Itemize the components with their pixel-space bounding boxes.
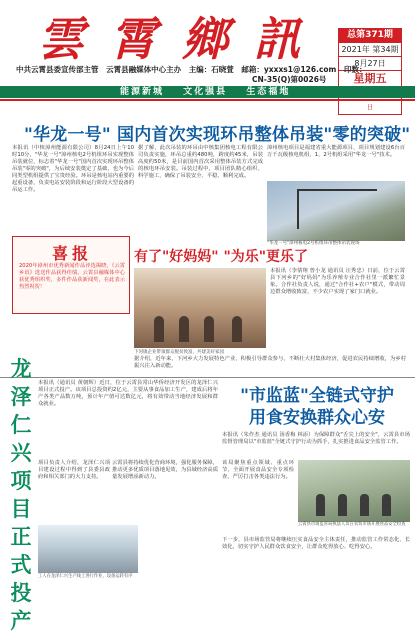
article-column: 下一步，县市场监管局将继续压实食品安全主体责任，推动监管工作常态化、长效化，切实守护人民群众饮食安全，让群众吃得放心、吃得安心。 [222, 537, 410, 550]
article-column: 本报讯（通讯员 黄朝辉）近日，位于云霄县常山华侨经济开发区的龙泽仁兴项目正式投产。该项目总投资约2亿元，主要从事食品加工生产，建成后将年产各类产品数万吨，预计年产值可达数亿元，将有效带动当地经济发展和群众就业。 [38, 380, 218, 407]
person-figure [338, 494, 347, 516]
announcement-box [12, 236, 130, 314]
issue-date: 8月27日 [339, 57, 401, 71]
crane-shape [297, 189, 377, 229]
photo-caption: 下河镇企业带领群众脱贫致富，共建美好家园 [134, 350, 224, 355]
email: 邮箱：yxxxs1@126.com [241, 65, 337, 74]
section-divider [0, 377, 415, 378]
photo-caption: 云霄县市场监管局执法人员在农贸市场开展食品安全检查 [298, 522, 406, 527]
newspaper-logo: 雲霄鄉訊 [38, 12, 326, 66]
headline-hualong[interactable]: "华龙一号" 国内首次实现环吊整体吊装"零的突破" [24, 125, 411, 145]
headline-line-1: "市监蓝"全链式守护 [240, 386, 394, 406]
print-count: 印数： [344, 65, 367, 74]
headline-good-mom[interactable]: 有了"好妈妈" "为乐"更乐了 [134, 249, 309, 265]
person-figure [360, 494, 369, 516]
article-column: 本报讯（李倩翔 曾小龙 通讯员 汪秀忠）日前，位于云霄县下河乡的"好妈妈"为乐养殖专业合作社里一派繁忙景象。合作社负责人说，通过"合作社+农户"模式，带动周边群众增收致富，不少农户实现了家门口就业。 [270, 268, 405, 295]
photo-caption: "华龙一号"漳州核电2号机组环吊整体吊装现场 [267, 241, 360, 246]
article-column: 本报讯（朱作杰 通讯员 汤香梅 林添）为保障群众"舌尖上的安全"，云霄县市场监督管理局以"市监蓝"全链式守护行动为抓手，扎实推进食品安全监管工作。 [222, 432, 410, 445]
person-figure [382, 494, 391, 516]
photo-production-line [38, 525, 138, 573]
host: 云霄县融媒体中心主办 [106, 65, 182, 74]
slogan-bar [0, 86, 415, 98]
article-column: 据了解，此次吊装的环吊由中核集团核电工程有限公司负责实施，环吊总重约480吨，跨度约45米，吊装高度约50米，是目前国内首次采用整体吊装方式完成的核电环吊安装。吊装过程中，项目团队精心组织、科学施工，确保了吊装安全、平稳、顺利完成。 [138, 145, 263, 179]
vertical-headline[interactable]: 龙泽仁兴项目正式投产 [10, 357, 32, 633]
article-column: 据介绍，近年来，下河乡大力发展特色产业，积极引导群众参与，不断壮大村集体经济，促进农民持续增收，为乡村振兴注入新动能。 [134, 356, 406, 369]
editor: 主编：石晓萱 [188, 65, 234, 74]
slogan-item: 文化强县 [183, 87, 228, 97]
headline-food-safety[interactable] [222, 385, 412, 429]
issue-weekday: 星期五 [339, 71, 401, 88]
headline-line-2: 用食安换群众心安 [249, 408, 385, 428]
photo-cooperative [134, 268, 266, 348]
slogan-item: 能源新城 [120, 87, 165, 97]
publisher-info [16, 64, 367, 84]
slogan-item: 生态福地 [246, 87, 291, 97]
article-column: 项目负责人介绍，龙泽仁兴项目建设过程中得到了县委县政府和相关部门的大力支持。 [38, 460, 110, 480]
person-figure [204, 316, 214, 342]
article-column: 该局聚焦重点领域、重点环节，全面开展食品安全专项检查，严厉打击各类违法行为。 [222, 460, 294, 480]
article-column: 漳州核电项目是福建省重大能源项目，项目规划建设6台百万千瓦级核电机组，1、2号机组采用"华龙一号"技术。 [267, 145, 405, 158]
publisher: 中共云霄县委宣传部主管 [16, 65, 99, 74]
issue-total: 总第371期 [339, 29, 401, 43]
person-figure [316, 494, 325, 516]
photo-caption: 工人在龙泽仁兴生产线上进行作业，设备运转有序 [38, 574, 133, 579]
person-figure [179, 316, 189, 342]
photo-inspection [298, 460, 410, 522]
article-column: 本报讯（中核漳州能源有限公司）8月24日上午10时10分，"华龙一号"漳州核电2号机组环吊实现整体吊装就位，标志着"华龙一号"国内首次实现环吊整体吊装"零的突破"，为后续安装奠定了基础，也为今后同类型机组提供了宝贵经验。环吊是核电站内重要的起重设备，负责电站安装阶段和运行阶段大型设备的吊运工作。 [12, 145, 134, 193]
announcement-body: 2020年漳州市优秀新闻作品评选揭晓，《云霄乡讯》选送作品获得佳绩。云霄县融媒体中心获优秀组织奖，多件作品获新闻奖，在此表示热烈祝贺！ [19, 263, 125, 290]
masthead [0, 0, 415, 111]
person-figure [232, 316, 242, 342]
person-figure [154, 316, 164, 342]
slogan-list [120, 86, 304, 98]
announcement-title: 喜报 [51, 244, 92, 263]
article-column: 云霄县将持续优化营商环境，强化服务保障，推动更多优质项目落地见效，为县域经济高质量发展增添新动力。 [112, 460, 218, 480]
photo-crane-lift [267, 181, 405, 241]
cn-number: CN-35(Q)第0026号 [252, 75, 327, 84]
issue-year: 2021年 第34期 [339, 43, 401, 57]
masthead-rule [0, 99, 415, 101]
issue-lunar: 日 [366, 103, 374, 111]
